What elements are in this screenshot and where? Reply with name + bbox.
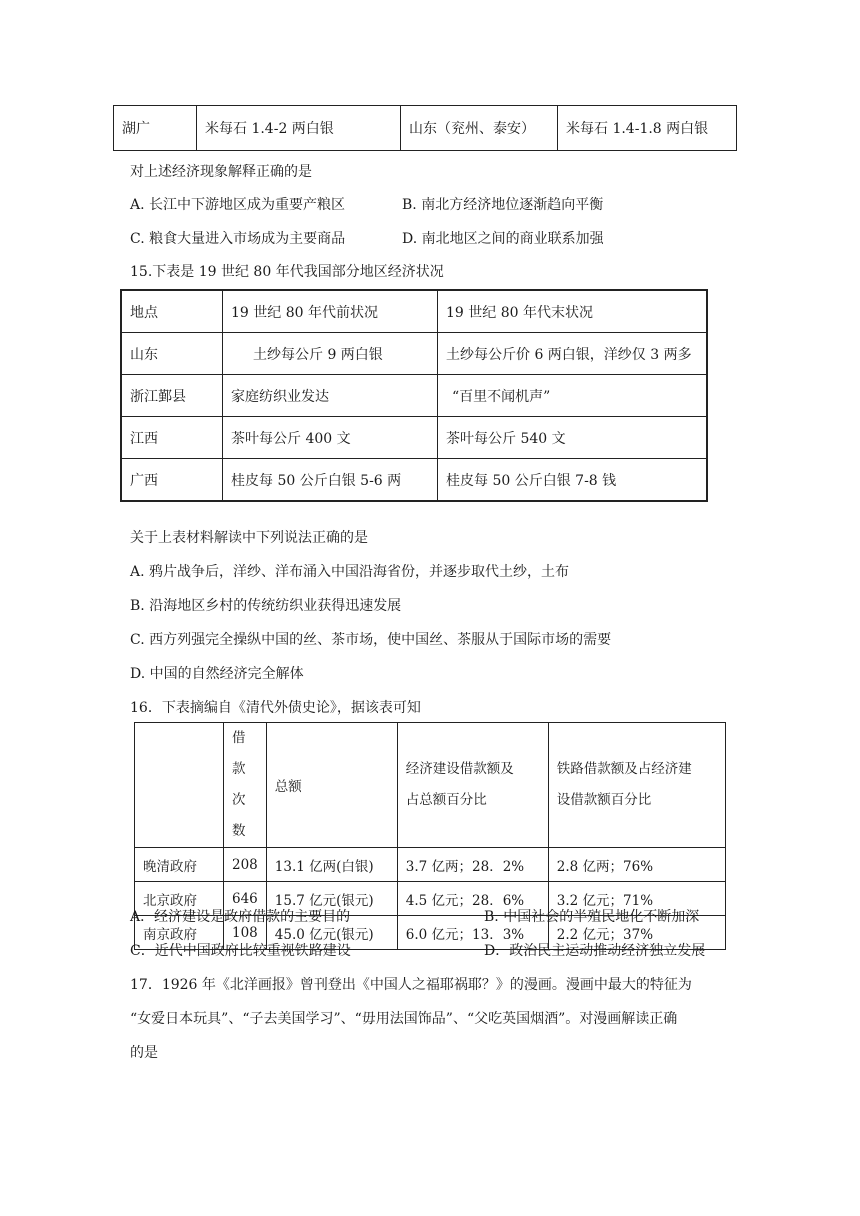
q16-title: 16．下表摘编自《清代外债史论》，据该表可知	[130, 700, 421, 716]
table-row	[121, 417, 707, 459]
q16-option-d: D．政治民主运动推动经济独立发展	[484, 943, 706, 959]
table-cell: 家庭纺织业发达	[223, 375, 438, 417]
table-cell: 桂皮每 50 公斤白银 7-8 钱	[438, 459, 708, 502]
table-cell: 米每石 1.4-2 两白银	[197, 106, 401, 151]
table-cell: 208	[224, 848, 267, 882]
table-row	[135, 723, 726, 848]
table-row	[135, 848, 726, 882]
table-header-railway: 铁路借款额及占经济建 设借款额百分比	[548, 723, 725, 848]
table-cell: 4.5 亿元；28．6%	[397, 882, 548, 916]
table-cell: 土纱每公斤价 6 两白银，洋纱仅 3 两多	[438, 333, 708, 375]
q14-option-c: C. 粮食大量进入市场成为主要商品	[130, 231, 346, 247]
table-cell: 山东（兖州、泰安）	[401, 106, 558, 151]
table-cell	[135, 723, 224, 848]
table-cell: 晚清政府	[135, 848, 224, 882]
table-header-total: 总额	[266, 723, 397, 848]
q14-stem: 对上述经济现象解释正确的是	[130, 164, 312, 180]
table-cell: 646	[224, 882, 267, 916]
table-cell: 2.8 亿两；76%	[548, 848, 725, 882]
table-header-count: 借款 次数	[224, 723, 267, 848]
table-row	[114, 106, 737, 151]
table-cell: 3.2 亿元；71%	[548, 882, 725, 916]
table-cell: 南京政府	[135, 916, 224, 950]
table-cell: 13.1 亿两(白银)	[266, 848, 397, 882]
table-cell: 15.7 亿元(银元)	[266, 882, 397, 916]
table-cell: 土纱每公斤 9 两白银	[223, 333, 438, 375]
table-row	[121, 459, 707, 502]
q14-option-d: D. 南北地区之间的商业联系加强	[402, 231, 604, 247]
table-cell: 桂皮每 50 公斤白银 5-6 两	[223, 459, 438, 502]
q15-title: 15.下表是 19 世纪 80 年代我国部分地区经济状况	[130, 264, 444, 280]
table-row	[121, 333, 707, 375]
q15-option-a: A. 鸦片战争后，洋纱、洋布涌入中国沿海省份，并逐步取代土纱，土布	[130, 564, 570, 580]
q16-option-b: B. 中国社会的半殖民地化不断加深	[484, 909, 700, 925]
table-cell: 广西	[121, 459, 223, 502]
table-cell: 湖广	[114, 106, 197, 151]
table-row	[121, 375, 707, 417]
table-cell: 江西	[121, 417, 223, 459]
table-cell: 19 世纪 80 年代末状况	[438, 290, 708, 333]
table-cell: “百里不闻机声”	[438, 375, 708, 417]
table-cell: 山东	[121, 333, 223, 375]
price-table-top	[113, 105, 737, 151]
table-cell: 2.2 亿元；37%	[548, 916, 725, 950]
q16-option-a: A．经济建设是政府借款的主要目的	[130, 909, 351, 925]
q15-option-c: C. 西方列强完全操纵中国的丝、茶市场，使中国丝、茶服从于国际市场的需要	[130, 632, 612, 648]
table-cell: 茶叶每公斤 400 文	[223, 417, 438, 459]
table-row	[121, 290, 707, 333]
q15-option-b: B. 沿海地区乡村的传统纺织业获得迅速发展	[130, 598, 402, 614]
table-cell: 茶叶每公斤 540 文	[438, 417, 708, 459]
table-cell: 北京政府	[135, 882, 224, 916]
q17-line-3: 的是	[130, 1045, 158, 1061]
q14-option-a: A. 长江中下游地区成为重要产粮区	[130, 197, 346, 213]
q17-line-2: “女爱日本玩具”、“子去美国学习”、“毋用法国饰品”、“父吃英国烟酒”。对漫画解读正确	[130, 1011, 678, 1027]
table-cell: 浙江鄞县	[121, 375, 223, 417]
table-header-economic: 经济建设借款额及 占总额百分比	[397, 723, 548, 848]
q16-option-c: C．近代中国政府比较重视铁路建设	[130, 943, 351, 959]
table-cell: 3.7 亿两；28．2%	[397, 848, 548, 882]
economy-table	[120, 289, 708, 502]
table-cell: 45.0 亿元(银元)	[266, 916, 397, 950]
q15-option-d: D. 中国的自然经济完全解体	[130, 666, 304, 682]
q17-line-1: 17．1926 年《北洋画报》曾刊登出《中国人之福耶祸耶？》的漫画。漫画中最大的特征为	[130, 977, 692, 993]
table-cell: 108	[224, 916, 267, 950]
table-cell: 19 世纪 80 年代前状况	[223, 290, 438, 333]
q15-stem: 关于上表材料解读中下列说法正确的是	[130, 530, 368, 546]
q14-option-b: B. 南北方经济地位逐渐趋向平衡	[402, 197, 604, 213]
table-cell: 米每石 1.4-1.8 两白银	[558, 106, 737, 151]
table-cell: 6.0 亿元；13．3%	[397, 916, 548, 950]
table-cell: 地点	[121, 290, 223, 333]
